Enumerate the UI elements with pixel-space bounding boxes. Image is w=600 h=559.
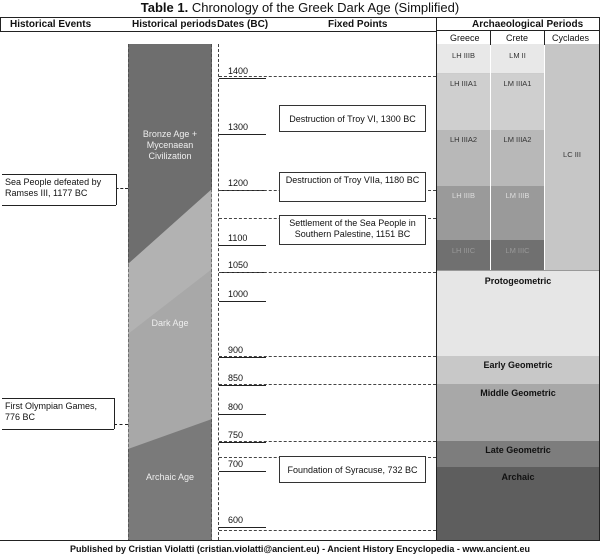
date-rule — [219, 527, 266, 528]
date-rule — [219, 442, 266, 443]
olympic-box-bottom — [2, 429, 114, 430]
greece-phase-1-label: LH IIIB — [452, 51, 475, 60]
date-label: 700 — [228, 459, 244, 469]
header-bottom-rule — [0, 31, 436, 32]
olympic-connector — [114, 424, 128, 425]
date-rule — [219, 414, 266, 415]
greece-phase-4-label: LH IIIB — [452, 191, 475, 200]
guide-600 — [219, 530, 436, 531]
header-top-rule — [0, 17, 600, 18]
crete-phase-5 — [491, 240, 544, 270]
fixed-syracuse: Foundation of Syracuse, 732 BC — [279, 456, 426, 483]
greece-phase-5-label: LH IIIC — [451, 246, 476, 255]
date-rule — [219, 245, 266, 246]
date-label: 600 — [228, 515, 244, 525]
crete-cyclades-divider — [544, 30, 545, 44]
dark-age-label: Dark Age — [151, 318, 189, 328]
fixed-troy-viia: Destruction of Troy VIIa, 1180 BC — [279, 172, 426, 202]
table-bottom-rule — [0, 540, 600, 541]
protogeometric-label: Protogeometric — [484, 276, 552, 286]
arch-subheader-rule — [437, 30, 600, 31]
crete-phase-5-label: LM IIIC — [505, 246, 530, 255]
header-cyclades: Cyclades — [552, 33, 590, 43]
header-archaeological-periods: Archaeological Periods — [472, 19, 584, 30]
guide-1400 — [219, 76, 436, 77]
date-rule — [219, 385, 266, 386]
event-sea-people: Sea People defeated by Ramses III, 1177 BC — [2, 175, 116, 205]
date-label: 1200 — [228, 178, 249, 188]
header-historical-periods: Historical periods — [132, 19, 217, 30]
sea-people-box-bottom — [2, 205, 116, 206]
olympic-box-top — [2, 398, 114, 399]
archaic-label: Archaic — [501, 472, 535, 482]
header-greece: Greece — [450, 33, 480, 43]
header-historical-events: Historical Events — [10, 19, 92, 30]
date-rule — [219, 78, 266, 79]
greece-phase-5 — [437, 240, 490, 270]
middle-geometric-label: Middle Geometric — [480, 388, 556, 398]
greece-crete-divider — [490, 30, 491, 44]
date-label: 1300 — [228, 122, 249, 132]
table-title-text: Chronology of the Greek Dark Age (Simplified) — [191, 0, 460, 15]
crete-phase-2-label: LM IIIA1 — [503, 79, 532, 88]
late-geometric-label: Late Geometric — [485, 445, 551, 455]
fixed-sea-people-settlement: Settlement of the Sea People in Southern Palestine, 1151 BC — [279, 215, 426, 245]
header-dates: Dates (BC) — [217, 19, 269, 30]
cyclades-phase-label: LC III — [563, 150, 581, 159]
date-rule — [219, 301, 266, 302]
greece-phase-3-label: LH IIIA2 — [449, 135, 478, 144]
header-left-border — [0, 17, 1, 31]
crete-phase-4-label: LM IIIB — [505, 191, 530, 200]
guide-750 — [219, 441, 436, 442]
table-number: Table 1. — [140, 0, 189, 15]
guide-850 — [219, 384, 436, 385]
footer-credit: Published by Cristian Violatti (cristian.violatti@ancient.eu) - Ancient History Encyclopedia - www.ancient.eu — [69, 544, 531, 554]
date-label: 750 — [228, 430, 244, 440]
early-geometric-label: Early Geometric — [483, 360, 553, 370]
guide-1050 — [219, 272, 436, 273]
date-label: 1100 — [228, 233, 248, 243]
archaic-age-label: Archaic Age — [145, 472, 195, 482]
event-olympic-games: First Olympian Games, 776 BC — [2, 399, 114, 429]
table-title — [0, 0, 600, 16]
fixed-troy-vi: Destruction of Troy VI, 1300 BC — [279, 105, 426, 132]
date-label: 1400 — [228, 66, 249, 76]
date-label: 900 — [228, 345, 244, 355]
date-label: 850 — [228, 373, 244, 383]
date-rule — [219, 134, 266, 135]
greece-phase-2-label: LH IIIA1 — [449, 79, 478, 88]
guide-900 — [219, 356, 436, 357]
crete-phase-1-label: LM II — [509, 51, 526, 60]
bronze-age-label: Bronze Age + Mycenaean Civilization — [142, 129, 198, 161]
date-label: 1050 — [228, 260, 249, 270]
date-label: 1000 — [228, 289, 249, 299]
date-rule — [219, 357, 266, 358]
date-label: 800 — [228, 402, 244, 412]
sea-people-box-top — [2, 174, 116, 175]
crete-phase-3-label: LM IIIA2 — [503, 135, 532, 144]
dates-left-dashed — [218, 44, 219, 540]
date-rule — [219, 471, 266, 472]
periods-band — [128, 44, 212, 540]
header-fixed-points: Fixed Points — [328, 19, 388, 30]
header-crete: Crete — [506, 33, 529, 43]
sea-people-box-right — [116, 174, 117, 205]
